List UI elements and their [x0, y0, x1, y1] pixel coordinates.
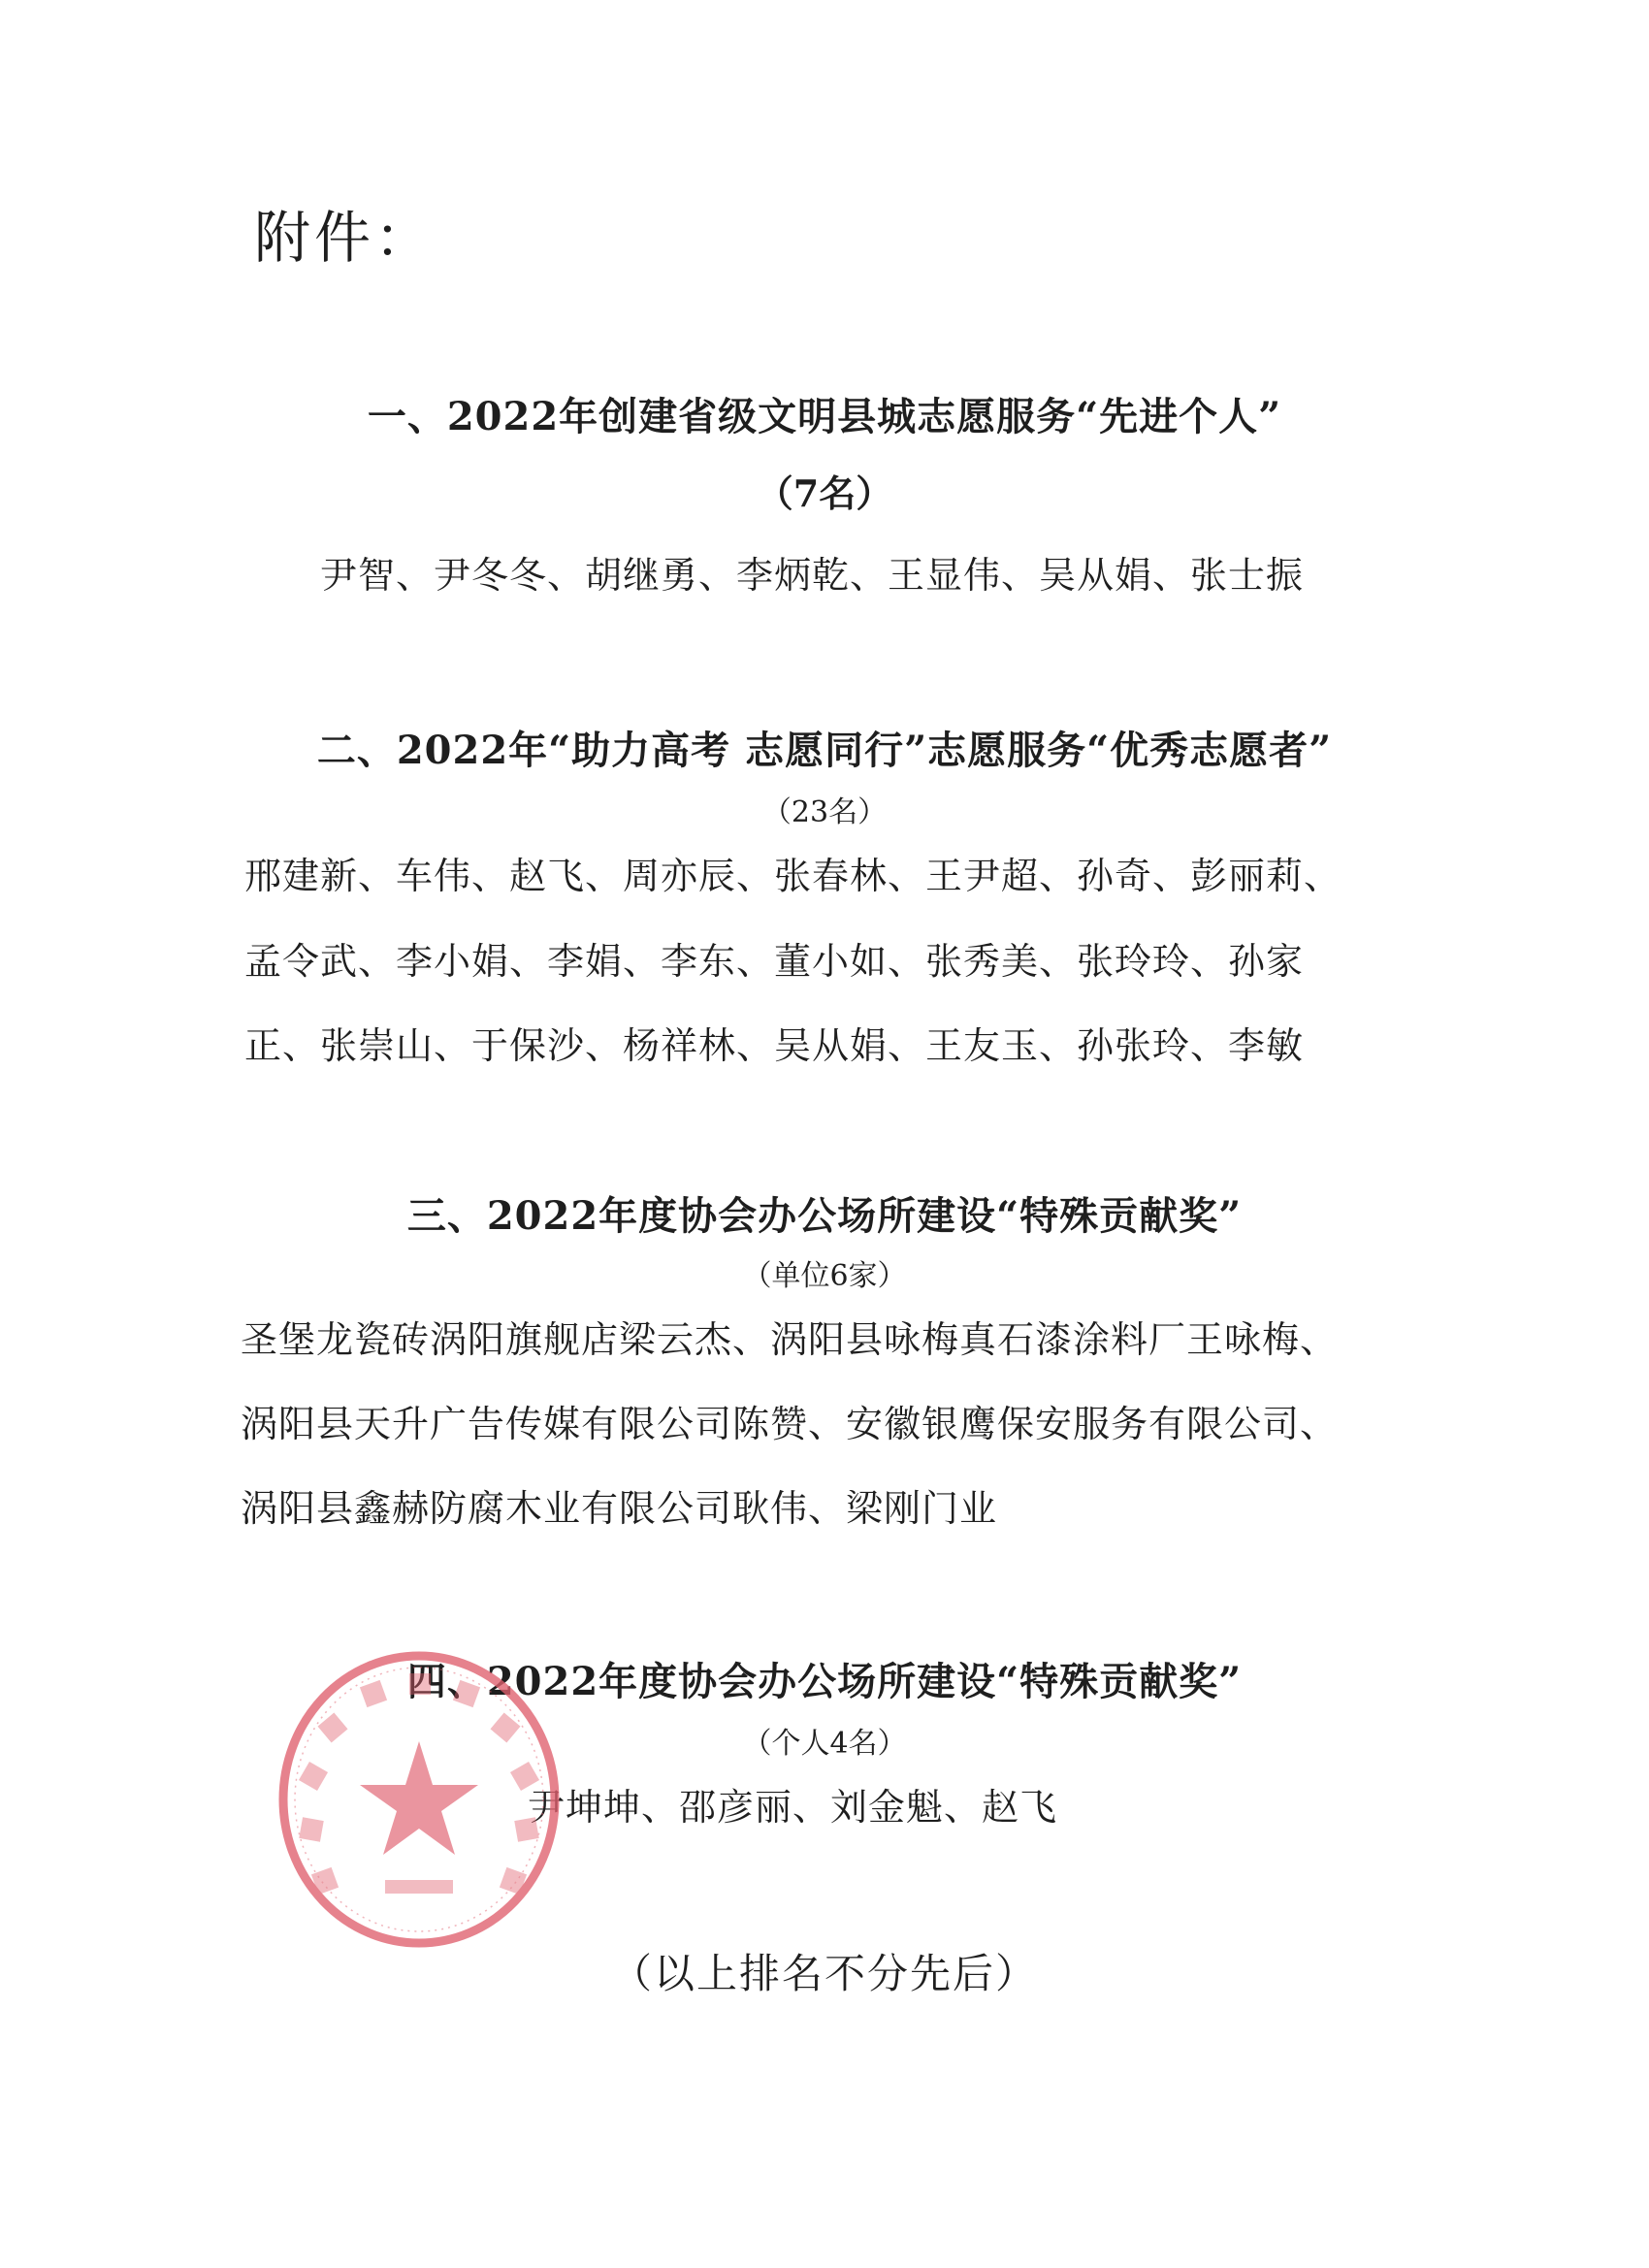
section-4-count: （个人4名）	[742, 1727, 907, 1761]
section-2-names-line-2: 孟令武、李小娟、李娟、李东、董小如、张秀美、张玲玲、孙家	[244, 940, 1305, 983]
attachment-label: 附件：	[254, 205, 436, 271]
section-4-names: 尹坤坤、邵彦丽、刘金魁、赵飞	[528, 1786, 1058, 1829]
section-3-names-line-1: 圣堡龙瓷砖涡阳旗舰店梁云杰、涡阳县咏梅真石漆涂料厂王咏梅、	[241, 1318, 1339, 1361]
section-3-names-line-2: 涡阳县天升广告传媒有限公司陈赞、安徽银鹰保安服务有限公司、	[241, 1403, 1339, 1445]
section-2-names-line-1: 邢建新、车伟、赵飞、周亦辰、张春林、王尹超、孙奇、彭丽莉、	[244, 855, 1342, 897]
section-1-names: 尹智、尹冬冬、胡继勇、李炳乾、王显伟、吴从娟、张士振	[320, 554, 1305, 597]
official-seal	[274, 1649, 565, 1950]
section-3-heading: 三、2022年度协会办公场所建设“特殊贡献奖”	[406, 1193, 1243, 1239]
section-3-names-line-3: 涡阳县鑫赫防腐木业有限公司耿伟、梁刚门业	[241, 1487, 998, 1530]
section-2-names-line-3: 正、张崇山、于保沙、杨祥林、吴从娟、王友玉、孙张玲、李敏	[244, 1024, 1305, 1067]
section-2-heading: 二、2022年“助力高考 志愿同行”志愿服务“优秀志愿者”	[316, 728, 1333, 773]
footer-note: （以上排名不分先后）	[610, 1950, 1038, 1997]
section-1-count: （7名）	[756, 471, 893, 515]
star-icon	[360, 1741, 478, 1855]
section-1-heading: 一、2022年创建省级文明县城志愿服务“先进个人”	[367, 394, 1282, 439]
section-4-heading: 四、2022年度协会办公场所建设“特殊贡献奖”	[406, 1659, 1243, 1704]
section-2-count: （23名）	[761, 795, 888, 829]
section-3-count: （单位6家）	[742, 1259, 907, 1293]
